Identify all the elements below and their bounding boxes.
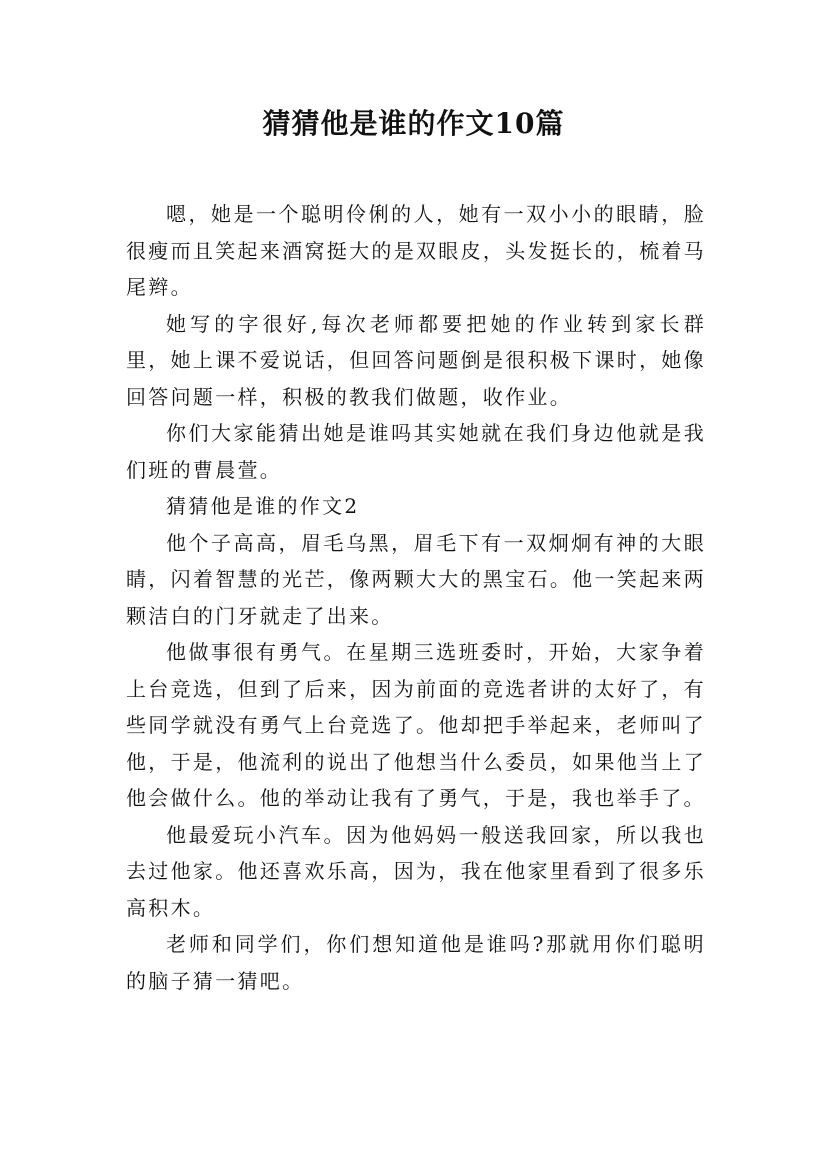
paragraph-1: 嗯，她是一个聪明伶俐的人，她有一双小小的眼睛，脸很瘦而且笑起来酒窝挺大的是双眼皮，头发挺长的，梳着马尾辫。 (126, 202, 706, 299)
paragraph-5: 他做事很有勇气。在星期三选班委时，开始，大家争着上台竞选，但到了后来，因为前面的竞选者讲的太好了，有些同学就没有勇气上台竞选了。他却把手举起来，老师叫了他，于是，他流利的说出了他想当什么委员，如果他当上了他会做什么。他的举动让我有了勇气，于是，我也举手了。 (126, 640, 706, 810)
paragraph-7: 老师和同学们，你们想知道他是谁吗?那就用你们聪明的脑子猜一猜吧。 (126, 932, 706, 993)
document-title: 猜猜他是谁的作文10篇 (262, 107, 565, 140)
paragraph-2: 她写的字很好,每次老师都要把她的作业转到家长群里，她上课不爱说话，但回答问题倒是很积极下课时，她像回答问题一样，积极的教我们做题，收作业。 (126, 311, 706, 409)
paragraph-3: 你们大家能猜出她是谁吗其实她就在我们身边他就是我们班的曹晨萱。 (126, 421, 706, 482)
section-heading-2: 猜猜他是谁的作文2 (166, 494, 360, 518)
document-body (126, 196, 706, 999)
paragraph-4: 他个子高高，眉毛乌黑，眉毛下有一双炯炯有神的大眼睛，闪着智慧的光芒，像两颗大大的黑宝石。他一笑起来两颗洁白的门牙就走了出来。 (126, 530, 706, 628)
paragraph-6: 他最爱玩小汽车。因为他妈妈一般送我回家，所以我也去过他家。他还喜欢乐高，因为，我在他家里看到了很多乐高积木。 (126, 822, 706, 920)
